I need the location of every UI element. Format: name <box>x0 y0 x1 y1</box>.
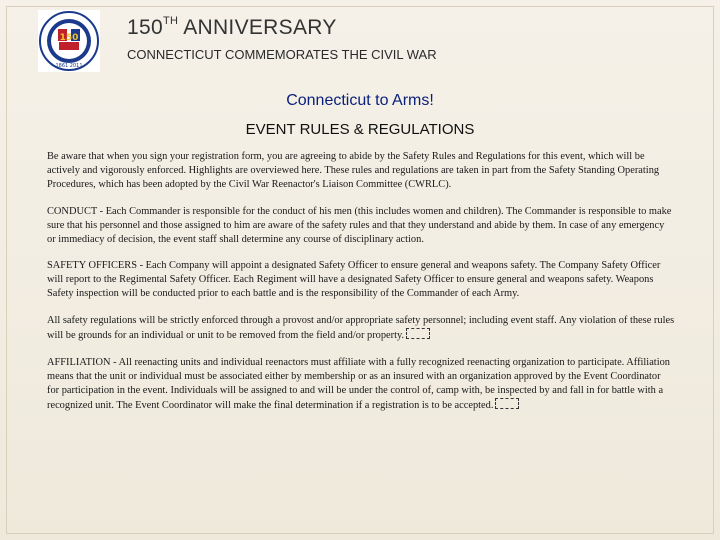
placeholder-glyph-icon <box>406 328 430 339</box>
affiliation-paragraph <box>47 356 675 413</box>
conduct-heading: CONDUCT <box>47 205 98 217</box>
safety-officers-text: - Each Company will appoint a designated Safety Officer to ensure general and weapons safety. The Company Safety Officer will report to the Regimental Safety Officer. Each Regiment will have a designated Safety Officer to ensure general and weapons safety. Weapons Safety inspection will be conducted prior to each battle and is the responsibility of the Commander of each Army. <box>47 260 661 300</box>
safety-officers-paragraph <box>47 259 675 301</box>
enforcement-paragraph <box>47 314 675 343</box>
page-subtitle: CONNECTICUT COMMEMORATES THE CIVIL WAR <box>127 47 437 62</box>
placeholder-glyph-icon <box>495 398 519 409</box>
civil-war-150-seal-icon <box>38 10 100 72</box>
seal-top-text: 150 <box>59 33 79 43</box>
intro-paragraph: Be aware that when you sign your registration form, you are agreeing to abide by the Safety Rules and Regulations for this event, which will be actively and vigorously enforced. Highlights are overviewed here. These rules and regulations are taken in part from the Safety Standing Operating Procedures, which has been adopted by the Civil War Reenactor's Liaison Committee (CWRLC). <box>47 151 660 190</box>
affiliation-text: - All reenacting units and individual reenactors must affiliate with a fully recognized reenacting organization to participate. Affiliation means that the unit or individual must be associated either by membership or as an insured with an organization approved by the Event Coordinator for participation in the event. Individuals will be assigned to and will be under the control of, camp with, be inspected by and fall in for battle with a recognized unit. The Event Coordinator will make the final determination if a registration is to be accepted. <box>47 356 670 411</box>
title-rest: ANNIVERSARY <box>178 16 337 39</box>
conduct-text: - Each Commander is responsible for the conduct of his men (this includes women and children). The Commander is responsible to make sure that his personnel and those assigned to him are aware of the safety rules and that they understand and abide by them. In case of any emergency or immediacy of decision, the event staff shall determine any course of disciplinary action. <box>47 205 672 245</box>
event-title: Connecticut to Arms! <box>286 92 434 109</box>
safety-officers-heading: SAFETY OFFICERS <box>47 260 137 272</box>
title-suffix: TH <box>162 15 179 27</box>
rules-heading: EVENT RULES & REGULATIONS <box>245 121 475 138</box>
rules-body <box>47 150 675 426</box>
page-title <box>127 16 337 40</box>
affiliation-heading: AFFILIATION <box>47 356 111 368</box>
title-number: 150 <box>127 16 163 39</box>
conduct-paragraph <box>47 205 675 247</box>
enforcement-text: All safety regulations will be strictly enforced through a provost and/or appropriate safety personnel; including event staff. Any violation of these rules will be grounds for an individual or unit to be removed from the field and/or property. <box>47 315 675 342</box>
seal-bottom-text: 1861 2011 <box>55 63 83 69</box>
